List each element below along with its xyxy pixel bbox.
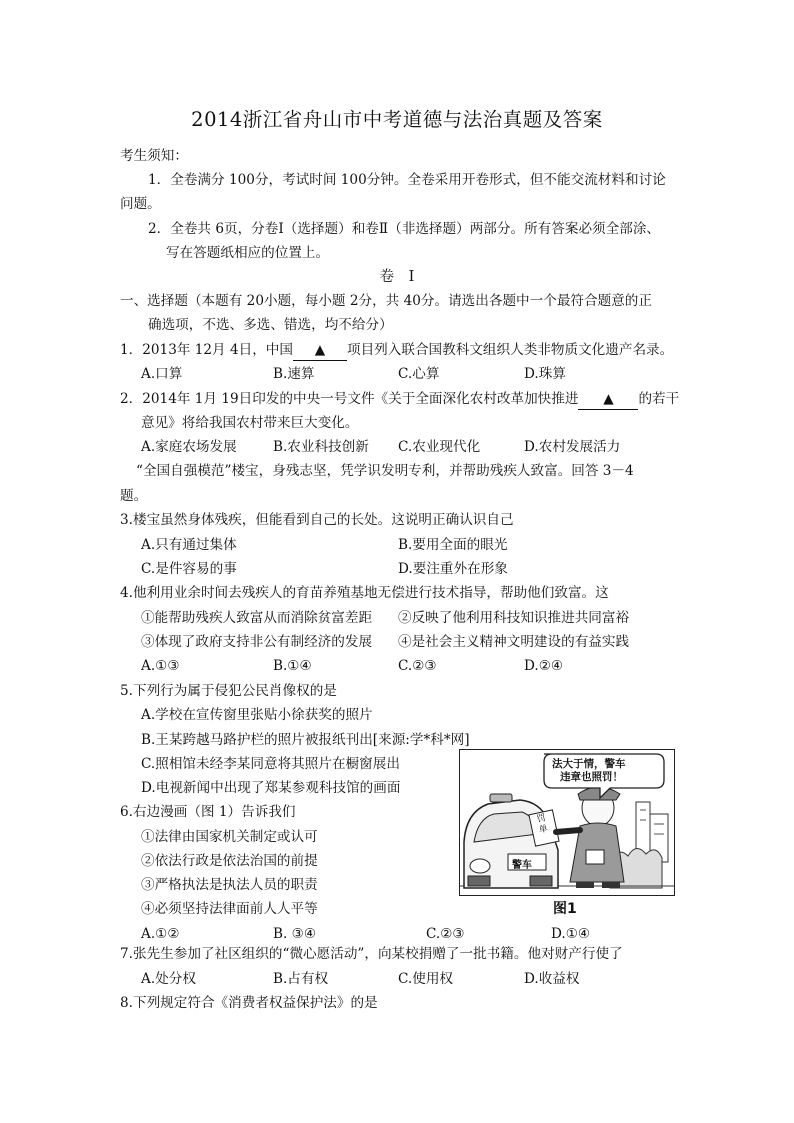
q6-item-4: ④必须坚持法律面前人人平等 xyxy=(141,901,318,917)
car-label: 警车 xyxy=(512,860,532,871)
q5-option-b: B.王某跨越马路护栏的照片被报纸刊出[来源:学*科*网] xyxy=(141,732,470,748)
question-5-stem: 5.下列行为属于侵犯公民肖像权的是 xyxy=(120,683,337,699)
q4-item-1: ①能帮助残疾人致富从而消除贫富差距 xyxy=(141,610,373,626)
q7-option-b: B.占有权 xyxy=(273,971,329,987)
part1-instructions: 一、选择题（本题有 20小题，每小题 2分，共 40分。请选出各题中一个最符合题意的正 xyxy=(120,293,652,309)
question-1-stem: 1．2013年 12月 4日，中国 ▲ 项目列入联合国教科文组织人类非物质文化遗产名录。 xyxy=(120,340,673,361)
section-title: 卷 Ⅰ xyxy=(379,269,415,285)
q3-option-a: A.只有通过集体 xyxy=(141,537,237,553)
q6-option-b: B. ③④ xyxy=(273,926,317,942)
page-title: 2014浙江省舟山市中考道德与法治真题及答案 xyxy=(191,108,603,131)
figure-caption: 图1 xyxy=(553,901,577,917)
q3-option-c: C.是件容易的事 xyxy=(141,561,237,577)
q6-option-d: D.①④ xyxy=(551,926,591,942)
material-text: “全国自强模范”楼宝，身残志坚，凭学识发明专利，并帮助残疾人致富。回答 3－4 xyxy=(136,463,634,479)
cartoon-figure xyxy=(459,749,675,896)
q7-option-d: D.收益权 xyxy=(524,971,580,987)
q4-option-d: D.②④ xyxy=(524,658,564,674)
q4-item-4: ④是社会主义精神文明建设的有益实践 xyxy=(398,634,630,650)
question-2-stem: 2．2014年 1月 19日印发的中央一号文件《关于全面深化农村改革加快推进 ▲ 的若干 xyxy=(120,389,679,410)
q2-option-c: C.农业现代化 xyxy=(398,439,481,455)
q7-option-c: C.使用权 xyxy=(398,971,454,987)
q6-item-2: ②依法行政是依法治国的前提 xyxy=(141,853,318,869)
answer-blank: ▲ xyxy=(578,389,638,410)
question-8-stem: 8.下列规定符合《消费者权益保护法》的是 xyxy=(120,995,378,1011)
q3-option-d: D.要注重外在形象 xyxy=(398,561,508,577)
q4-option-b: B.①④ xyxy=(273,658,312,674)
notice-item-2-cont: 写在答题纸相应的位置上。 xyxy=(166,245,330,261)
q1-option-b: B.速算 xyxy=(273,366,315,382)
question-3-stem: 3.楼宝虽然身体残疾，但能看到自己的长处。这说明正确认识自己 xyxy=(120,512,514,528)
question-6-stem: 6.右边漫画（图 1）告诉我们 xyxy=(120,804,296,820)
speech-bubble-text: 法大于情，警车 违章也照罚！ xyxy=(552,758,626,783)
q4-option-c: C.②③ xyxy=(398,658,437,674)
q4-item-3: ③体现了政府支持非公有制经济的发展 xyxy=(141,634,373,650)
q2-option-a: A.家庭农场发展 xyxy=(141,439,237,455)
q3-option-b: B.要用全面的眼光 xyxy=(398,537,508,553)
q2-option-d: D.农村发展活力 xyxy=(524,439,621,455)
q1-option-d: D.珠算 xyxy=(524,366,566,382)
q6-item-1: ①法律由国家机关制定或认可 xyxy=(141,829,318,845)
q7-option-a: A.处分权 xyxy=(141,971,196,987)
material-text-cont: 题。 xyxy=(120,488,148,504)
notice-item-1-cont: 问题。 xyxy=(120,196,161,212)
ticket-label: 罚 单 xyxy=(535,813,549,836)
q1-option-c: C.心算 xyxy=(398,366,440,382)
q6-option-c: C.②③ xyxy=(426,926,465,942)
q6-item-3: ③严格执法是执法人员的职责 xyxy=(141,877,318,893)
q5-option-a: A.学校在宣传窗里张贴小徐获奖的照片 xyxy=(141,707,373,723)
question-4-stem: 4.他利用业余时间去残疾人的育苗养殖基地无偿进行技术指导，帮助他们致富。这 xyxy=(120,585,609,601)
q2-option-b: B.农业科技创新 xyxy=(273,439,369,455)
q5-option-c: C.照相馆未经李某同意将其照片在橱窗展出 xyxy=(141,756,400,772)
q4-option-a: A.①③ xyxy=(141,658,180,674)
part1-instructions-cont: 确选项，不选、多选、错选，均不给分） xyxy=(148,317,393,333)
answer-blank: ▲ xyxy=(293,340,347,361)
notice-item-2: 2．全卷共 6页，分卷Ⅰ（选择题）和卷Ⅱ（非选择题）两部分。所有答案必须全部涂、 xyxy=(148,221,661,237)
q1-option-a: A.口算 xyxy=(141,366,183,382)
notice-item-1: 1．全卷满分 100分，考试时间 100分钟。全卷采用开卷形式，但不能交流材料和讨论 xyxy=(148,172,666,188)
notice-heading: 考生须知： xyxy=(120,148,188,164)
question-7-stem: 7.张先生参加了社区组织的“微心愿活动”，向某校捐赠了一批书籍。他对财产行使了 xyxy=(120,946,623,962)
question-2-stem-cont: 意见》将给我国农村带来巨大变化。 xyxy=(141,415,359,431)
q5-option-d: D.电视新闻中出现了郑某参观科技馆的画面 xyxy=(141,780,401,796)
q4-item-2: ②反映了他利用科技知识推进共同富裕 xyxy=(398,610,630,626)
q6-option-a: A.①② xyxy=(141,926,180,942)
